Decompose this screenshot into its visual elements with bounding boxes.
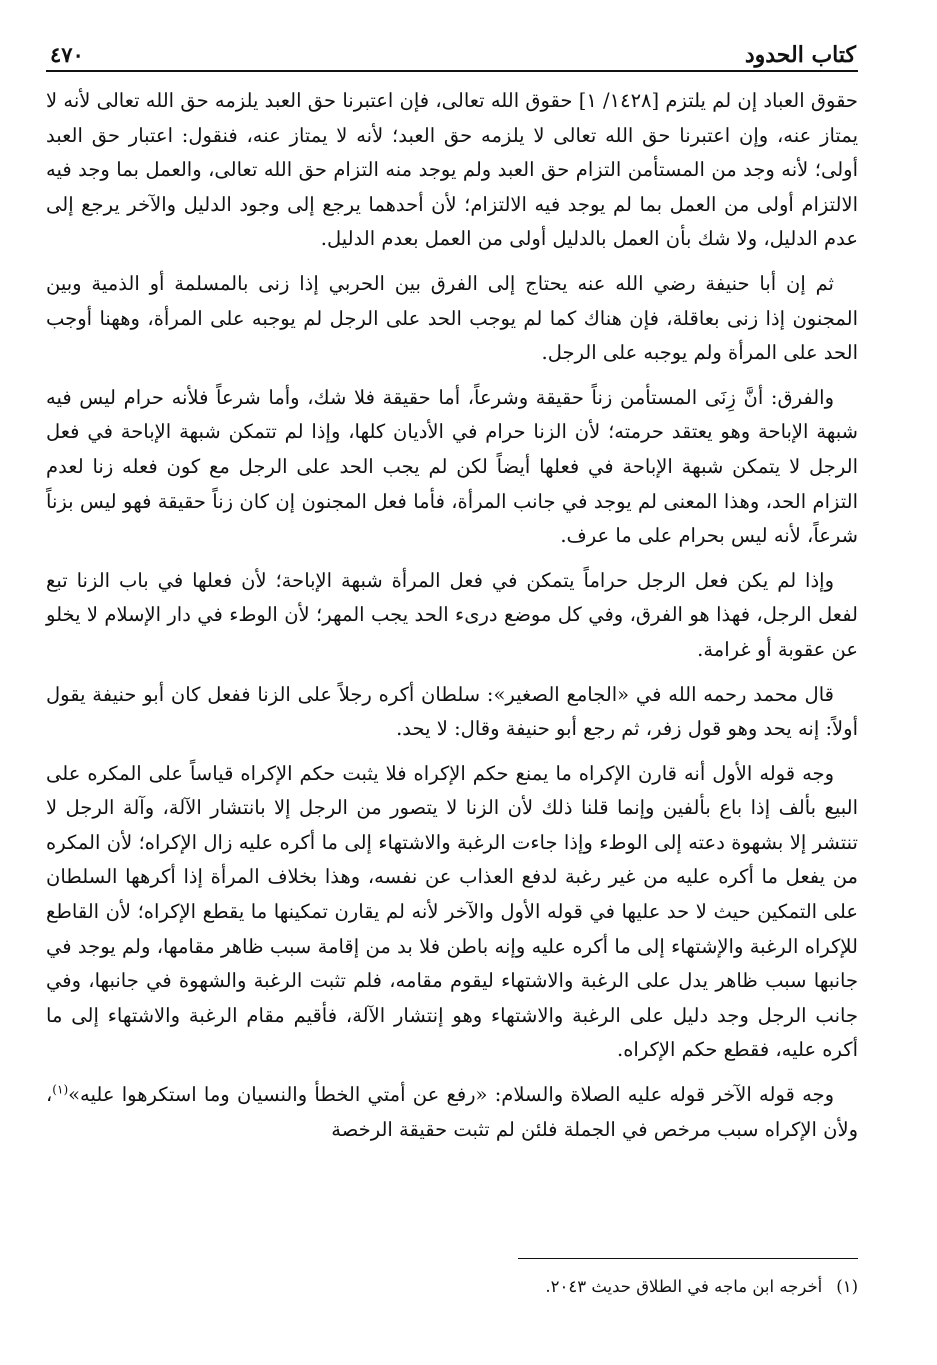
footnote-reference[interactable]: (١) (52, 1082, 69, 1097)
paragraph-text: وجه قوله الآخر قوله عليه الصلاة والسلام: «رفع عن أمتي الخطأ والنسيان وما استكرهوا عليه» (68, 1083, 834, 1107)
footnote-divider (518, 1258, 858, 1259)
book-page (46, 28, 858, 1296)
footnote-marker: (١) (836, 1277, 858, 1296)
paragraph: حقوق العباد إن لم يلتزم [١٤٢٨/ ١] حقوق الله تعالى، فإن اعتبرنا حق العبد يلزمه حق الله تعالى لأنه لا يمتاز عنه، وإن اعتبرنا حق الله تعالى لا يلزمه حق العبد؛ لأنه لا يمتاز عنه، فنقول: اعتبار حق العبد أولى؛ لأنه وجد من المستأمن التزام حق العبد ولم يوجد منه التزام حق الله تعالى، والعمل بما وجد فيه الالتزام أولى من العمل بما لم يوجد فيه الالتزام؛ لأن أحدهما يرجع إلى وجود الدليل والآخر يرجع إلى عدم الدليل، ولا شك بأن العمل بالدليل أولى من العمل بعدم الدليل. (46, 89, 858, 251)
page-number: ٤٧٠ (50, 42, 84, 67)
body-text (46, 84, 858, 1147)
running-head (46, 28, 858, 72)
paragraph: وجه قوله الأول أنه قارن الإكراه ما يمنع حكم الإكراه فلا يثبت حكم الإكراه قياساً على المكره على البيع بألف إذا باع بألفين وإنما قلنا ذلك لأن الزنا لا يتصور من الرجل إلا بانتشار الآلة، وآلة الرجل لا تنتشر إلا بشهوة دعته إلى الوطء وإذا جاءت الرغبة والاشتهاء إلى ما أكره عليه زال الإكراه؛ لأن المكره من يفعل ما أكره عليه من غير رغبة لدفع العذاب عن نفسه، وهذا بخلاف المرأة إذا أكرهها السلطان على التمكين حيث لا حد عليها في قوله الأول والآخر لأنه لم يقارن تمكينها ما يقطع الإكراه؛ لأن القاطع للإكراه الرغبة والإشتهاء إلى ما أكره عليه وإنه باطن فلا بد من إقامة سبب ظاهر مقامها، ولم يوجد في جانبها سبب ظاهر يدل على الرغبة والاشتهاء ليقوم مقامه، فلم تثبت الرغبة والشهوة في جانبها، وفي جانب الرجل وجد دليل على الرغبة والاشتهاء وهو إنتشار الآلة، فأقيم مقام الرغبة والاشتهاء إلى ما أكره عليه، فقطع حكم الإكراه. (46, 761, 858, 1062)
footnote (46, 1274, 858, 1300)
book-title: كتاب الحدود (744, 42, 856, 68)
paragraph-text: ، ولأن الإكراه سبب مرخص في الجملة فلئن لم تثبت حقيقة الرخصة (46, 1083, 858, 1141)
paragraph: قال محمد رحمه الله في «الجامع الصغير»: سلطان أكره رجلاً على الزنا ففعل كان أبو حنيفة يقول أولاً: إنه يحد وهو قول زفر، ثم رجع أبو حنيفة وقال: لا يحد. (46, 682, 858, 741)
paragraph: وإذا لم يكن فعل الرجل حراماً يتمكن في فعل المرأة شبهة الإباحة؛ لأن فعلها في باب الزنا تبع لفعل الرجل، فهذا هو الفرق، وفي كل موضع درىء الحد يجب المهر؛ لأن الوطء في دار الإسلام لا يخلو عن عقوبة أو غرامة. (46, 568, 858, 661)
paragraph: ثم إن أبا حنيفة رضي الله عنه يحتاج إلى الفرق بين الحربي إذا زنى بالمسلمة أو الذمية وبين المجنون إذا زنى بعاقلة، فإن هناك كما لم يوجب الحد على الرجل لم يوجبه على المرأة، وههنا أوجب الحد على المرأة ولم يوجبه على الرجل. (46, 271, 858, 365)
paragraph: والفرق: أنَّ زِنَى المستأمن زناً حقيقة وشرعاً، أما حقيقة فلا شك، وأما شرعاً فلأنه حرام ليس فيه شبهة الإباحة وهو يعتقد حرمته؛ لأن الزنا حرام في الأديان كلها، وإذا لم تتمكن شبهة الإباحة في فعل الرجل لا يتمكن شبهة الإباحة في فعلها أيضاً لكن لم يجب الحد على الرجل مع كون فعله زنا لعدم التزام الحد، وهذا المعنى لم يوجد في جانب المرأة، فأما فعل المجنون إن كان زناً حقيقة فهو ليس بزناً شرعاً، لأنه ليس بحرام على ما عرف. (46, 385, 858, 548)
paragraph-with-footnote (46, 1078, 858, 1147)
footnote-text: أخرجه ابن ماجه في الطلاق حديث ٢٠٤٣. (545, 1277, 823, 1296)
